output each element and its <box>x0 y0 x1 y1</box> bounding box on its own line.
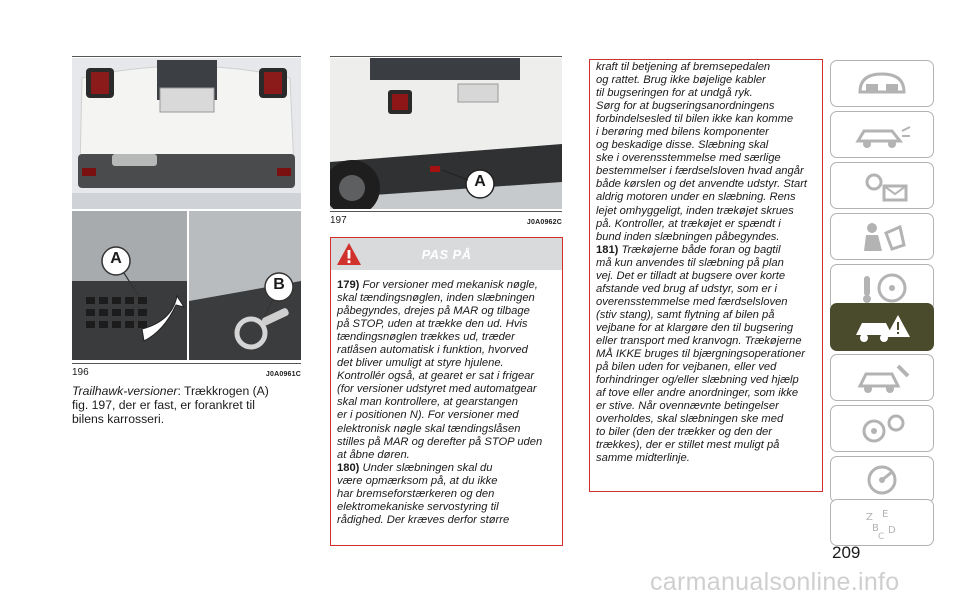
warning-line <box>337 462 556 475</box>
figure-196-number: 196 <box>72 367 89 378</box>
warning-line <box>596 178 816 191</box>
warning-line-text: Under slæbningen skal du <box>362 461 493 474</box>
warning-header <box>331 238 562 270</box>
warning-line-text: For versioner med mekanisk nøgle, <box>362 279 538 291</box>
callout-b-label: B <box>273 276 285 293</box>
warning-text-middle <box>331 270 562 527</box>
warning-line-text: på STOP, uden at trække den ud. Hvis <box>337 318 528 331</box>
car-lights-icon <box>852 117 912 153</box>
warning-line-text: (stiv stang), samt flytning af bilen på <box>596 308 775 321</box>
page-number: 209 <box>832 543 861 562</box>
body-line-2: fig. 197, der er fast, er forankret til <box>72 398 255 413</box>
warning-line-text: samme midterlinje. <box>596 452 690 465</box>
warning-line <box>596 361 816 374</box>
warning-line <box>596 100 816 113</box>
dashboard-icon <box>852 66 912 102</box>
warning-line <box>337 357 556 370</box>
warning-line-text: eller transport med kranvogn. Trækøjerne <box>596 334 802 347</box>
warning-line-text: tændingsnøglen trækkes ud, træder <box>337 331 515 344</box>
warning-line-text: rådighed. Der kræves derfor større <box>337 513 510 526</box>
tab-index[interactable] <box>830 499 934 546</box>
figure-196-top-photo <box>72 58 301 209</box>
lead-rest-1: : Trækkrogen (A) <box>177 384 269 398</box>
figure-197-code: J0A0962C <box>526 219 562 226</box>
steering-wheel-icon <box>852 270 912 306</box>
airbag-icon <box>852 219 912 255</box>
tab-emergency[interactable] <box>830 303 934 351</box>
warning-line-text: og rattet. Brug ikke bøjelige kabler <box>596 74 766 87</box>
warning-box-right <box>589 59 823 492</box>
warning-line <box>596 74 816 87</box>
multimedia-icon <box>852 462 912 498</box>
warning-line <box>337 370 556 383</box>
warning-box-middle <box>330 237 563 546</box>
warning-line <box>596 400 816 413</box>
warning-line-text: og beskadige disse. Slæbning skal <box>596 139 769 152</box>
callout-a-label-197: A <box>474 173 486 190</box>
note-number: 181) <box>596 243 619 256</box>
warning-line <box>596 426 816 439</box>
warning-line <box>596 139 816 152</box>
warning-line <box>596 257 816 270</box>
warning-line <box>337 475 556 488</box>
tab-technical-data[interactable] <box>830 405 934 452</box>
warning-line <box>337 501 556 514</box>
warning-line <box>337 344 556 357</box>
warning-line <box>596 152 816 165</box>
warning-line <box>337 318 556 331</box>
warning-line <box>337 396 556 409</box>
warning-line-text: være opmærksom på, at du ikke <box>337 474 498 487</box>
warning-line <box>596 231 816 244</box>
figure-197-caption <box>330 212 562 226</box>
warning-line-text: må kun anvendes til slæbning på plan <box>596 256 784 269</box>
note-number: 180) <box>337 461 360 474</box>
callout-a-label: A <box>110 250 122 267</box>
warning-line-text: overholdes, skal slæbningen ske med <box>596 413 784 426</box>
warning-line <box>596 296 816 309</box>
warning-line <box>596 126 816 139</box>
service-icon <box>852 360 912 396</box>
left-body-text <box>72 384 307 426</box>
warning-line-text: trækkes), der er stillet mest muligt på <box>596 439 780 452</box>
warning-line-text: på bilen uden for vejbanen, eller ved <box>596 361 777 374</box>
jeep-rear-photo-illustration <box>72 58 301 209</box>
warning-line-text: at åbne døren. <box>337 448 410 461</box>
warning-text-right <box>590 60 822 465</box>
tab-safety[interactable] <box>830 213 934 260</box>
warning-line <box>596 165 816 178</box>
warning-line-text: vej. Det er tilladt at bugsere over korte <box>596 269 786 282</box>
warning-line <box>596 205 816 218</box>
warning-line-text: skal tændingsnøglen, inden slæbningen <box>337 292 535 305</box>
warning-line <box>596 218 816 231</box>
warning-line-text: i berøring med bilens komponenter <box>596 126 769 139</box>
warning-line <box>596 270 816 283</box>
warning-line-text: kraft til betjening af bremsepedalen <box>596 61 771 73</box>
trailhawk-lead: Trailhawk-versioner <box>72 384 178 398</box>
warning-line-text: aldrig motoren under en slæbning. Rens <box>596 191 796 204</box>
warning-line-text: påbegyndes, drejes på MAR og tilbage <box>337 305 530 318</box>
tab-multimedia[interactable] <box>830 456 934 503</box>
figure-196-caption <box>72 364 301 378</box>
body-line-3: bilens karrosseri. <box>72 412 165 427</box>
warning-line-text: afstande ved brug af udstyr, som er i <box>596 282 777 295</box>
index-icon <box>852 505 912 541</box>
warning-line-text: lejet omhyggeligt, inden trækøjet skrues <box>596 204 794 217</box>
warning-line <box>596 374 816 387</box>
svg-text:C: C <box>878 531 885 541</box>
warning-line <box>337 292 556 305</box>
warning-line-text: det bliver umuligt at styre hjulene. <box>337 357 504 370</box>
warning-line <box>596 61 816 74</box>
warning-line-text: ratlåsen automatisk i funktion, hvorved <box>337 344 528 357</box>
warning-line-text: MÅ IKKE bruges til bjærgningsoperationer <box>596 348 805 361</box>
warning-title: PAS PÅ <box>421 247 472 262</box>
warning-line <box>337 488 556 501</box>
svg-text:Z: Z <box>866 511 873 523</box>
warning-line-text: skal man kontrollere, at gearstangen <box>337 396 518 409</box>
figure-196-detail-b <box>189 211 301 360</box>
warning-line-text: er stive. Når ovennævnte betingelser <box>596 400 779 413</box>
warning-line <box>596 244 816 257</box>
figure-197-number: 197 <box>330 215 347 226</box>
warning-line-text: af tove eller andre anordninger, som ikke <box>596 387 799 400</box>
warning-line-text: til bugseringen for at undgå ryk. <box>596 87 753 100</box>
svg-text:D: D <box>888 524 896 536</box>
tab-warning-lights[interactable] <box>830 162 934 209</box>
figure-196-detail-a <box>72 211 187 360</box>
warning-line-text: forhindringer og/eller slæbning ved hjælp <box>596 374 799 387</box>
warning-line <box>596 439 816 452</box>
tab-maintenance[interactable] <box>830 354 934 401</box>
warning-line-text: to biler (den der trækker og den der <box>596 426 772 439</box>
tab-dashboard[interactable] <box>830 60 934 107</box>
warning-line <box>596 113 816 126</box>
warning-line-text: Trækøjerne både foran og bagtil <box>621 243 781 256</box>
tech-specs-icon <box>852 411 912 447</box>
warning-line-text: bestemmelser i færdselsloven hvad angår <box>596 165 804 178</box>
warning-line <box>596 387 816 400</box>
emergency-icon <box>852 309 912 345</box>
figure-196-code: J0A0961C <box>265 371 301 378</box>
warning-line <box>337 423 556 436</box>
warning-line <box>337 383 556 396</box>
svg-text:B: B <box>872 522 879 534</box>
warning-line <box>596 413 816 426</box>
warning-line <box>337 514 556 527</box>
warning-line-text: vejbane for at klargøre den til bugsering <box>596 321 794 334</box>
warning-line <box>596 335 816 348</box>
warning-line <box>337 305 556 318</box>
jeep-rear-corner-illustration <box>330 58 562 209</box>
warning-line <box>337 409 556 422</box>
warning-line-text: elektromekaniske servostyring til <box>337 500 499 513</box>
tab-lights[interactable] <box>830 111 934 158</box>
warning-line-text: (for versioner udstyret med automatgear <box>337 383 537 396</box>
warning-line <box>337 436 556 449</box>
warning-line <box>596 309 816 322</box>
note-number: 179) <box>337 279 360 291</box>
warning-line-text: ske i overensstemmelse med særlige <box>596 152 781 165</box>
body-line-1 <box>72 384 307 398</box>
warning-line-text: Sørg for at bugseringsanordningens <box>596 100 775 113</box>
warning-line <box>596 322 816 335</box>
warning-line <box>596 191 816 204</box>
warning-line <box>596 348 816 361</box>
warning-line-text: stilles på MAR og derefter på STOP uden <box>337 435 543 448</box>
watermark-text: carmanualsonline.info <box>650 568 900 596</box>
warning-line <box>596 283 816 296</box>
warning-line-text: forbindelsesled til bilen ikke kan komme <box>596 113 794 126</box>
warning-line-text: både kørslen og det anvendte udstyr. Start <box>596 178 808 191</box>
warning-line <box>596 452 816 465</box>
warning-line <box>596 87 816 100</box>
warning-line-text: er i positionen N). For versioner med <box>337 409 519 422</box>
svg-text:E: E <box>882 508 889 520</box>
warning-line <box>337 279 556 292</box>
figure-197-photo <box>330 58 562 209</box>
top-rule-left <box>72 56 301 57</box>
warning-line-text: elektronisk nøgle skal tændingslåsen <box>337 422 521 435</box>
warning-line-text: har bremseforstærkeren og den <box>337 487 495 500</box>
warning-line <box>337 449 556 462</box>
warning-line-text: bund inden slæbningen påbegyndes. <box>596 230 780 243</box>
warning-line-text: Kontrollér også, at gearet er sat i frigear <box>337 370 535 383</box>
warning-line <box>337 331 556 344</box>
top-rule-middle <box>330 56 562 57</box>
warning-line-text: overensstemmelse med færdselsloven <box>596 295 788 308</box>
warning-line-text: på. Kontroller, at trækøjet er spændt i <box>596 217 781 230</box>
warning-lights-icon <box>852 168 912 204</box>
